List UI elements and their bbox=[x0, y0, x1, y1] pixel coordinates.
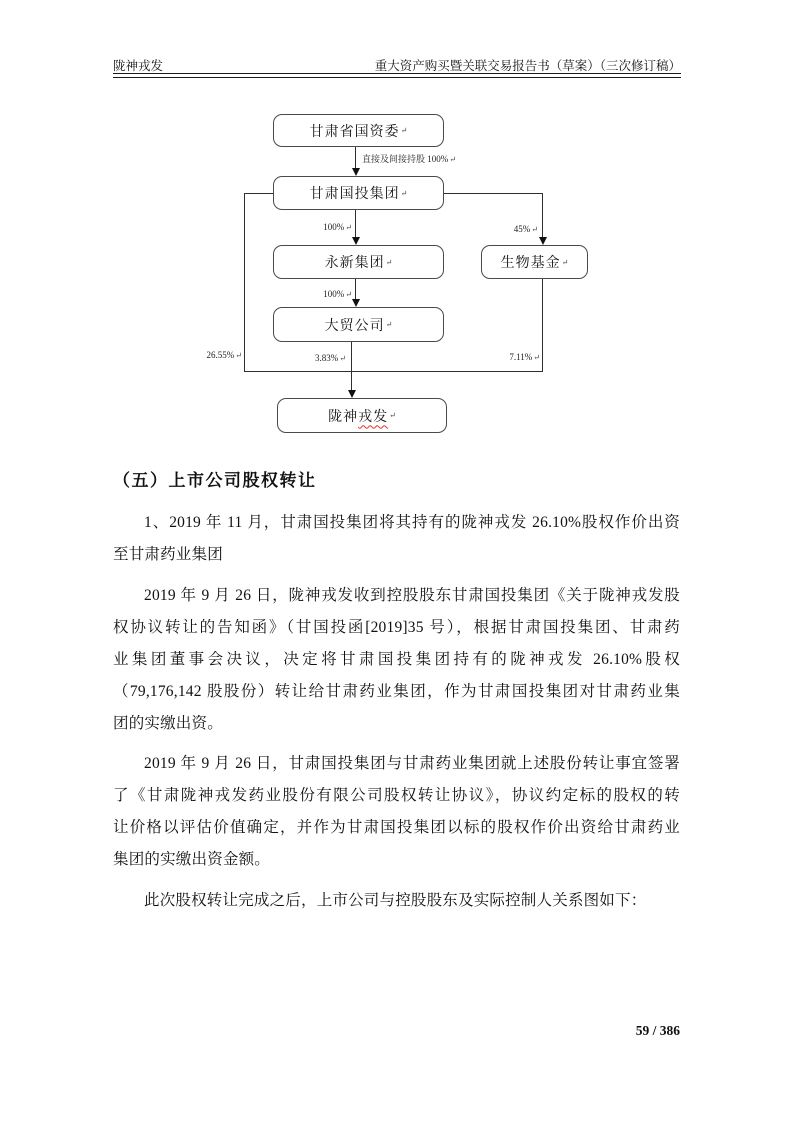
paragraph-mark: ↵ bbox=[561, 257, 569, 267]
org-node-label: 生物基金 bbox=[500, 256, 561, 271]
connector-guotou-left-h bbox=[244, 193, 273, 194]
edge-label-text: 45% bbox=[513, 224, 531, 234]
connector-guotou-yongxin bbox=[355, 208, 356, 237]
arrowhead-guotou-yongxin bbox=[352, 237, 360, 245]
connector-guotou-biofund-h bbox=[442, 193, 542, 194]
org-node-damao-company bbox=[273, 307, 444, 342]
edge-label-text: 26.55% bbox=[206, 350, 235, 360]
arrowhead-guotou-biofund bbox=[539, 237, 547, 245]
connector-guotou-biofund-v bbox=[542, 193, 543, 237]
connector-yongxin-damao bbox=[355, 277, 356, 299]
edge-label-text: 100% bbox=[323, 289, 345, 299]
paragraph-mark: ↵ bbox=[385, 320, 393, 329]
paragraph-mark: ↵ bbox=[533, 353, 540, 362]
paragraph-mark: ↵ bbox=[389, 411, 396, 420]
paragraph bbox=[113, 885, 680, 917]
text-line: 2019 年 9 月 26 日，陇神戎发收到控股股东甘肃国投集团《关于陇神戎发股 bbox=[144, 587, 680, 604]
edge-label-guotou-listed bbox=[190, 350, 242, 361]
text-line: 此次股权转让完成之后，上市公司与控股股东及实际控制人关系图如下： bbox=[144, 892, 647, 909]
org-node-label: 大贸公司 bbox=[324, 318, 385, 334]
arrowhead-yongxin-damao bbox=[352, 299, 360, 307]
org-node-label: 甘肃国投集团 bbox=[309, 187, 400, 202]
paragraph-mark: ↵ bbox=[400, 126, 408, 135]
org-node-label: 甘肃省国资委 bbox=[309, 124, 400, 140]
connector-guotou-left-v bbox=[244, 193, 245, 371]
header-double-rule bbox=[113, 73, 681, 78]
paragraph bbox=[113, 580, 680, 740]
text-line: 了《甘肃陇神戎发药业股份有限公司股权转让协议》，协议约定标的股权的转 bbox=[113, 787, 680, 804]
paragraph bbox=[113, 507, 680, 571]
edge-label-text: 100% bbox=[323, 222, 345, 232]
edge-label-direct-indirect-holding bbox=[362, 154, 456, 165]
org-node-provincial-sasac bbox=[273, 114, 444, 147]
paragraph-mark: ↵ bbox=[400, 188, 408, 198]
text-line: 1、2019 年 11 月，甘肃国投集团将其持有的陇神戎发 26.10%股权作价出资 bbox=[144, 514, 680, 531]
text-line: （79,176,142 股股份）转让给甘肃药业集团，作为甘肃国投集团对甘肃药业集 bbox=[113, 683, 680, 700]
org-node-bio-fund bbox=[481, 245, 588, 279]
org-node-yongxin-group bbox=[273, 245, 444, 279]
text-line: 集团的实缴出资金额。 bbox=[113, 851, 271, 868]
connector-bottom-merge bbox=[244, 371, 543, 372]
connector-biofund-down bbox=[542, 277, 543, 371]
header-short-title: 陇神戎发 bbox=[113, 59, 164, 73]
org-node-label: 永新集团 bbox=[324, 256, 385, 271]
org-node-gansu-guotou bbox=[273, 176, 444, 210]
connector-damao-listed bbox=[351, 340, 352, 390]
text-line: 至甘肃药业集团 bbox=[113, 546, 223, 563]
header-report-title: 重大资产购买暨关联交易报告书（草案）（三次修订稿） bbox=[374, 59, 681, 73]
text-line: 2019 年 9 月 26 日，甘肃国投集团与甘肃药业集团就上述股份转让事宜签署 bbox=[144, 755, 680, 772]
paragraph-mark: ↵ bbox=[531, 225, 538, 234]
paragraph-mark: ↵ bbox=[345, 290, 352, 299]
paragraph-mark: ↵ bbox=[235, 351, 242, 360]
text-line: 业集团董事会决议，决定将甘肃国投集团持有的陇神戎发 26.10%股权 bbox=[113, 651, 680, 668]
edge-label-guotou-yongxin bbox=[300, 222, 352, 233]
page-number: 59 / 386 bbox=[635, 1023, 680, 1038]
section-heading: （五）上市公司股权转让 bbox=[113, 471, 317, 490]
paragraph-mark: ↵ bbox=[449, 155, 456, 164]
edge-label-text: 7.11% bbox=[509, 352, 533, 362]
edge-label-text: 直接及间接持股 100% bbox=[362, 154, 449, 164]
edge-label-damao-listed bbox=[294, 353, 346, 364]
text-line: 让价格以评估价值确定，并作为甘肃国投集团以标的股权作价出资给甘肃药业 bbox=[113, 819, 680, 836]
text-line: 团的实缴出资。 bbox=[113, 715, 223, 732]
paragraph bbox=[113, 748, 680, 876]
org-node-label: 陇神 bbox=[328, 409, 359, 425]
arrowhead-damao-listed bbox=[348, 390, 356, 398]
edge-label-biofund-listed bbox=[488, 352, 540, 363]
org-node-listed-company bbox=[277, 398, 447, 433]
paragraph-mark: ↵ bbox=[385, 257, 393, 267]
org-node-label-spellcheck: 戎发 bbox=[358, 409, 389, 425]
arrowhead-sasac-guotou bbox=[352, 168, 360, 176]
paragraph-mark: ↵ bbox=[339, 354, 346, 363]
paragraph-mark: ↵ bbox=[345, 223, 352, 232]
text-line: 权协议转让的告知函》（甘国投函[2019]35 号），根据甘肃国投集团、甘肃药 bbox=[113, 619, 680, 636]
connector-sasac-guotou bbox=[355, 145, 356, 168]
edge-label-yongxin-damao bbox=[300, 289, 352, 300]
edge-label-text: 3.83% bbox=[315, 353, 339, 363]
edge-label-guotou-biofund bbox=[486, 224, 538, 235]
